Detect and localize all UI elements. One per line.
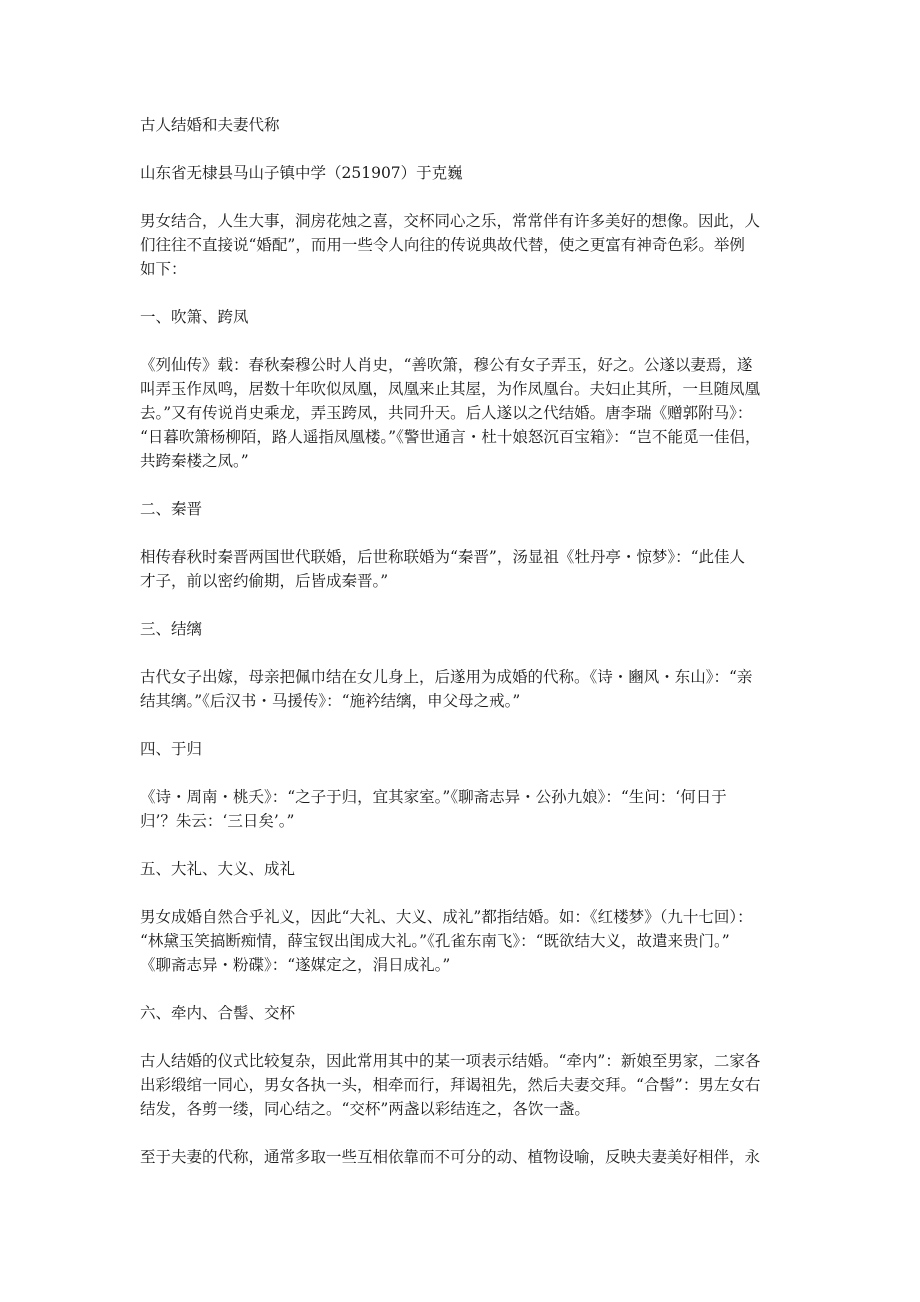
section-heading: 二、秦晋 — [140, 500, 203, 518]
paragraph-line: 出彩缎绾一同心，男女各执一头，相牵而行，拜谒祖先，然后夫妻交拜。“合髻”：男左女右 — [140, 1076, 761, 1094]
paragraph — [140, 665, 800, 713]
paragraph-line: 结其缡。”《后汉书・马援传》：“施衿结缡，申父母之戒。” — [140, 692, 521, 710]
paragraph-line: 共跨秦楼之凤。” — [140, 452, 249, 470]
paragraph-line: 男女成婚自然合乎礼义，因此“大礼、大义、成礼”都指结婚。如：《红楼梦》（九十七回）： — [140, 908, 753, 926]
document-body — [140, 209, 800, 1169]
paragraph-line: 去。”又有传说肖史乘龙，弄玉跨凤，共同升天。后人遂以之代结婚。唐李瑞《赠郭附马》： — [140, 404, 753, 422]
paragraph-line: 结发，各剪一缕，同心结之。“交杯”两盏以彩结连之，各饮一盏。 — [140, 1100, 590, 1118]
paragraph-line: 叫弄玉作凤鸣，居数十年吹似凤凰，凤凰来止其屋，为作凤凰台。夫妇止其所，一旦随凤凰 — [140, 380, 761, 398]
document-author: 山东省无棣县马山子镇中学（251907）于克巍 — [140, 164, 463, 182]
paragraph-line: 《列仙传》载：春秋秦穆公时人肖史，“善吹箫，穆公有女子弄玉，好之。公遂以妻焉，遂 — [140, 356, 753, 374]
section-heading: 三、结缡 — [140, 620, 203, 638]
paragraph — [140, 353, 800, 473]
paragraph-line: 归’？朱云：‘三日矣’。” — [140, 812, 295, 830]
paragraph — [140, 209, 800, 281]
paragraph-line: 《诗・周南・桃夭》：“之子于归，宜其家室。”《聊斋志异・公孙九娘》：“生问：‘何日于 — [140, 788, 727, 806]
paragraph — [140, 785, 800, 833]
paragraph-line: “日暮吹箫杨柳陌，路人遥指凤凰楼。”《警世通言・杜十娘怒沉百宝箱》：“岂不能觅一佳侣， — [140, 428, 761, 446]
section-heading: 四、于归 — [140, 740, 203, 758]
document-title: 古人结婚和夫妻代称 — [140, 116, 280, 134]
paragraph-line: 才子，前以密约偷期，后皆成秦晋。” — [140, 572, 389, 590]
paragraph-line: 男女结合，人生大事，洞房花烛之喜，交杯同心之乐，常常伴有许多美好的想像。因此，人 — [140, 212, 761, 230]
paragraph — [140, 1049, 800, 1121]
paragraph — [140, 1145, 800, 1169]
paragraph — [140, 545, 800, 593]
paragraph-line: “林黛玉笑搞断痴情，薛宝钗出闺成大礼。”《孔雀东南飞》：“既欲结大义，故遣来贵门。” — [140, 932, 730, 950]
section-heading: 一、吹箫、跨凤 — [140, 308, 249, 326]
section-heading: 五、大礼、大义、成礼 — [140, 860, 296, 878]
paragraph-line: 古人结婚的仪式比较复杂，因此常用其中的某一项表示结婚。“牵内”：新娘至男家，二家各 — [140, 1052, 761, 1070]
paragraph-line: 相传春秋时秦晋两国世代联婚，后世称联婚为“秦晋”，汤显祖《牡丹亭・惊梦》：“此佳人 — [140, 548, 746, 566]
paragraph-line: 们往往不直接说“婚配”，而用一些令人向往的传说典故代替，使之更富有神奇色彩。举例 — [140, 236, 745, 254]
section-heading: 六、牵内、合髻、交杯 — [140, 1004, 296, 1022]
paragraph — [140, 905, 800, 977]
paragraph-line: 至于夫妻的代称，通常多取一些互相依靠而不可分的动、植物设喻，反映夫妻美好相伴，永 — [140, 1148, 761, 1166]
paragraph-line: 古代女子出嫁，母亲把佩巾结在女儿身上，后遂用为成婚的代称。《诗・豳风・东山》：“亲 — [140, 668, 753, 686]
paragraph-line: 如下： — [140, 260, 187, 278]
paragraph-line: 《聊斋志异・粉碟》：“遂媒定之，涓日成礼。” — [140, 956, 451, 974]
